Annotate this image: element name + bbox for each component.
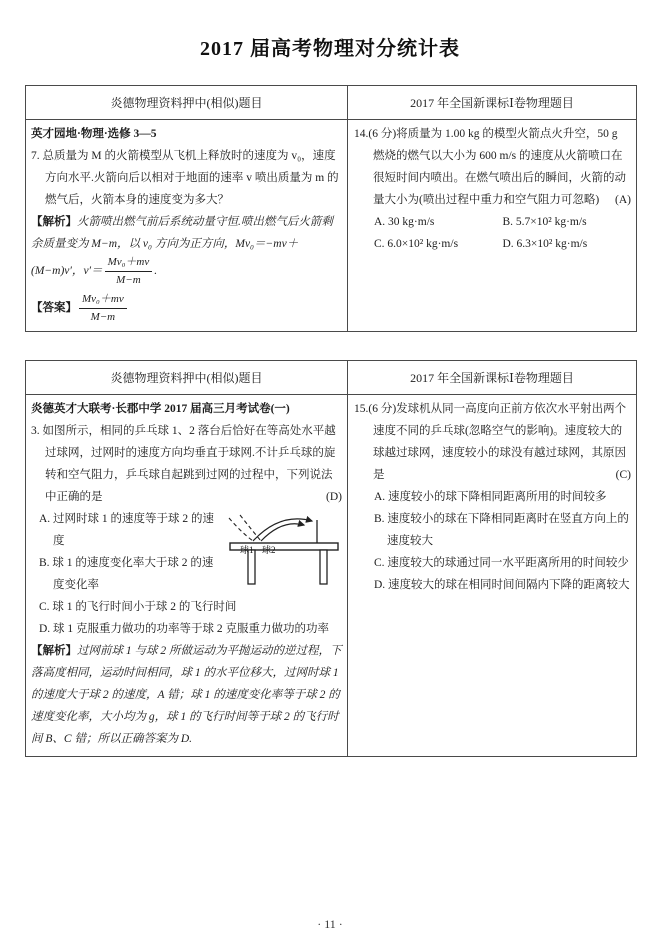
incoming-trajectory-2 [240,515,261,541]
table-1-header-right: 2017 年全国新课标Ⅰ卷物理题目 [410,96,574,110]
option-b: B. 5.7×10² kg·m/s [502,216,587,228]
table-2-header-left: 炎德物理资料押中(相似)题目 [26,361,348,394]
option-a: A. 30 kg·m/s [374,216,435,228]
fraction [105,255,153,288]
ball-2-trajectory [261,524,304,541]
option-b: B. 速度较小的球在下降相同距离时在竖直方向上的速度较大 [374,513,629,547]
question-number: 3. [31,425,40,437]
question-text: 如图所示，相同的乒乓球 1、2 落台后恰好在等高处水平越过球网，过网时的速度方向均垂直于球网.不计乒乓球的旋转和空气阻力，乒乓球自起跳到过网的过程中，下列说法中正确的是 [42,425,336,503]
table-1-right-cell [348,120,636,331]
analysis-7 [31,211,342,288]
question-15 [354,398,631,486]
fraction-numerator: Mv₀＋mv [105,255,153,272]
comparison-table-2 [25,360,637,757]
table-2-header-right: 2017 年全国新课标Ⅰ卷物理题目 [410,371,574,385]
option-d: D. 6.3×10² kg·m/s [502,238,588,250]
fraction-denominator: M−m [116,274,141,286]
question-3 [31,420,342,508]
table-leg-left [248,550,255,584]
equation-lhs: v′＝ [83,265,103,278]
answer-label: 【答案】 [31,302,77,315]
answer-letter: (C) [615,469,631,481]
table-2-body [26,395,636,756]
table-1-header-row [26,86,636,120]
fraction-numerator: Mv₀＋mv [79,292,127,309]
option-d: D. 速度较大的球在相同时间间隔内下降的距离较大 [374,579,630,591]
answer-letter: (D) [326,491,342,503]
table-2-left-cell [26,395,348,756]
question-text: (6 分)发球机从同一高度向正前方依次水平射出两个速度不同的乒乓球(忽略空气的影响)。速度较大的球越过球网，速度较小的球没有越过球网，其原因是 [368,403,627,481]
comparison-table-1 [25,85,637,332]
fraction-denominator: M−m [90,311,116,323]
question-number: 14. [354,128,369,140]
question-number: 15. [354,403,369,415]
option-c: C. 6.0×10² kg·m/s [374,238,459,250]
answer-fraction [79,292,127,325]
table-1-body [26,120,636,331]
source-line: 炎德英才大联考·长郡中学 2017 届高三月考试卷(一) [31,403,290,415]
question-7 [31,145,342,211]
question-text: 总质量为 M 的火箭模型从飞机上释放时的速度为 v₀，速度方向水平.火箭向后以相对于地面的速率 v 喷出质量为 m 的燃气后，火箭本身的速度变为多大？ [42,150,339,206]
question-number: 7. [31,150,40,162]
analysis-text: 火箭喷出燃气前后系统动量守恒.喷出燃气后火箭剩余质量变为 M−m，以 v₀ 方向为正方向，Mv₀＝−mv＋(M−m)v′， [31,216,333,278]
option-c: C. 速度较大的球通过同一水平距离所用的时间较少 [374,557,629,569]
options-14 [354,211,631,255]
table-1-left-cell [26,120,348,331]
analysis-text: 过网前球 1 与球 2 所做运动为平抛运动的逆过程，下落高度相同，运动时间相同，球 1 的水平位移大，过网时球 1 的速度大于球 2 的速度，A 错；球 1 的速度变化率等于球 2 的速度变化率，大小均为 g，球 1 的飞行时间等于球 2 的飞行时间 B、C 错；所以正确答案为 D. [31,645,342,745]
question-14 [354,123,631,211]
analysis-label: 【解析】 [31,645,77,657]
table-leg-right [320,550,327,584]
table-1-header-left: 炎德物理资料押中(相似)题目 [26,86,348,119]
table-2-right-cell [348,395,636,756]
ball-1-label: 球1 [240,545,254,555]
option-a: A. 过网时球 1 的速度等于球 2 的速度 [39,513,215,547]
option-d: D. 球 1 克服重力做功的功率等于球 2 克服重力做功的功率 [39,623,330,635]
answer-7 [31,292,342,325]
page-number: · 11 · [317,917,343,931]
table-2-header-row [26,361,636,395]
analysis-3 [31,640,342,750]
question-text: (6 分)将质量为 1.00 kg 的模型火箭点火升空，50 g 燃烧的燃气以大小为 600 m/s 的速度从火箭喷口在很短时间内喷出。在燃气喷出后的瞬间，火箭的动量大小为(喷出过程中重力和空气阻力可忽略) [368,128,626,206]
option-a: A. 速度较小的球下降相同距离所用的时间较多 [374,491,607,503]
option-c: C. 球 1 的飞行时间小于球 2 的飞行时间 [39,601,237,613]
incoming-trajectory-1 [229,518,253,541]
option-b: B. 球 1 的速度变化率大于球 2 的速度变化率 [39,557,214,591]
pingpong-table-figure [228,510,344,588]
answer-letter: (A) [615,194,631,206]
source-line: 英才园地·物理·选修 3—5 [31,128,157,140]
ball-1-trajectory [253,519,312,541]
analysis-label: 【解析】 [31,216,77,228]
page-title: 2017 届高考物理对分统计表 [200,38,460,60]
equation-end: . [154,265,158,278]
ball-2-label: 球2 [262,545,276,555]
